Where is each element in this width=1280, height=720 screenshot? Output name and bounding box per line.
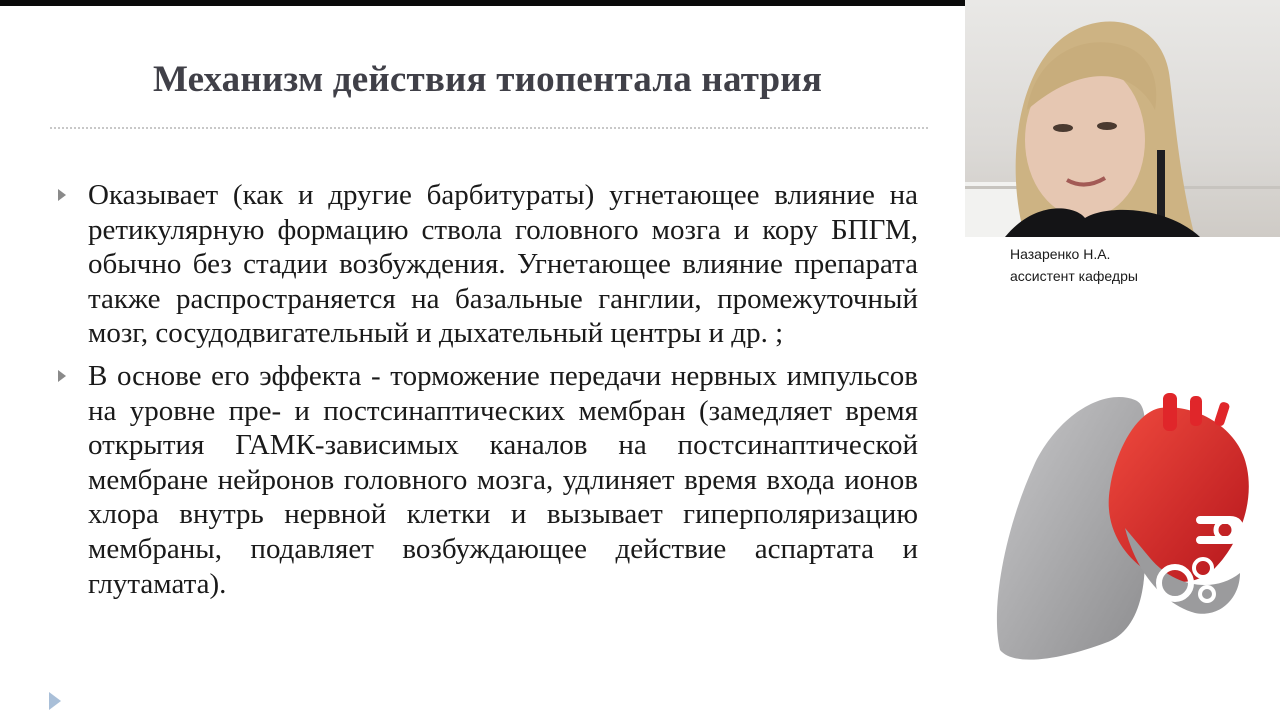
bullet-text: В основе его эффекта - торможение передачи нервных импульсов на уровне пре- и постсинаптических мембран (замедляет время открытия ГАМК-зависимых каналов на постсинаптической мембране нейронов головного мозга, удлиняет время входа ионов хлора внутрь нервной клетки и вызывает гиперполяризацию мембраны, подавляет возбуждающее действие аспартата и глутамата). (88, 359, 918, 600)
heart-vessel (1214, 401, 1231, 427)
presenter-role: ассистент кафедры (1010, 268, 1138, 284)
heart-shape (1109, 407, 1249, 582)
triangle-right-icon (58, 189, 66, 201)
heart-vessel (1163, 393, 1177, 431)
next-slide-icon[interactable] (49, 692, 61, 710)
bullet-item (58, 178, 918, 351)
webcam-video (965, 0, 1280, 237)
eye-left (1053, 124, 1073, 132)
eye-right (1097, 122, 1117, 130)
presenter-name: Назаренко Н.А. (1010, 246, 1111, 262)
bullet-text: Оказывает (как и другие барбитураты) угнетающее влияние на ретикулярную формацию ствола головного мозга и кору БПГМ, обычно без стадии возбуждения. Угнетающее влияние препарата также распространяется на базальные ганглии, промежуточный мозг, сосудодвигательный и дыхательный центры и др. ; (88, 179, 918, 350)
triangle-right-icon (58, 370, 66, 382)
presentation-slide (0, 6, 965, 720)
earring (1157, 150, 1165, 220)
title-divider (50, 127, 928, 129)
heart-vessel (1190, 396, 1202, 426)
presenter-video-figure (965, 0, 1280, 237)
bullet-item (58, 359, 918, 601)
slide-title: Механизм действия тиопентала натрия (152, 59, 823, 100)
heart-lung-gears-logo (985, 388, 1260, 668)
bullet-list (58, 178, 918, 609)
